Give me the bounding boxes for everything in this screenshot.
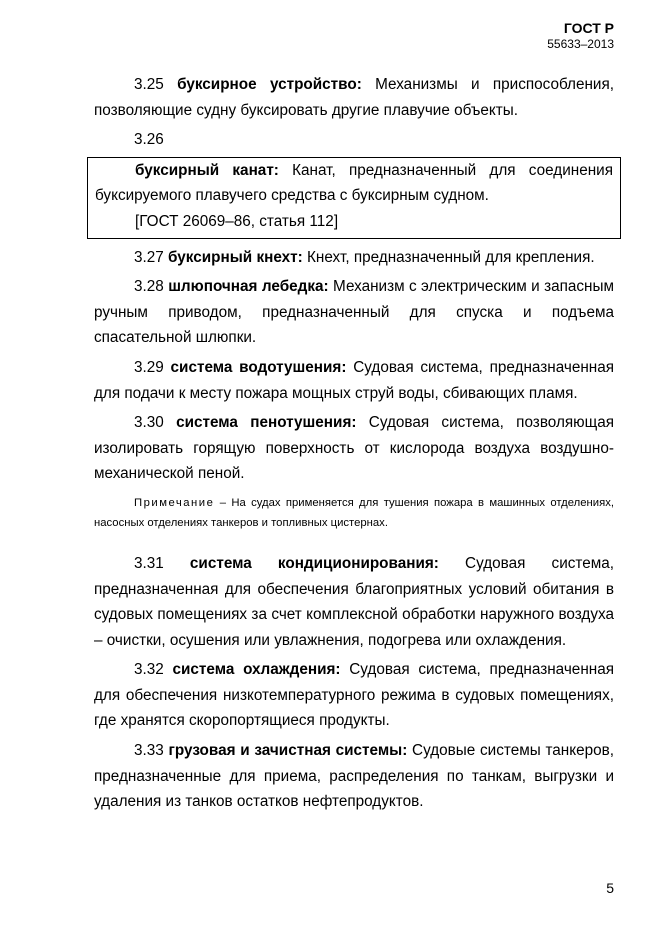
entry-definition: Канат, предназначенный для соединения буксируемого плавучего средства с буксирным судном. bbox=[95, 161, 613, 205]
entry-term: система водотушения: bbox=[170, 358, 347, 376]
entry-3-31 bbox=[94, 551, 614, 653]
definition-source: [ГОСТ 26069–86, статья 112] bbox=[135, 212, 339, 230]
entry-term: буксирный кнехт: bbox=[168, 248, 303, 266]
entry-definition: Судовые системы танкеров, предназначенные для приема, распределения по танкам, выгрузки и удаления из танков остатков нефтепродуктов. bbox=[94, 742, 615, 811]
note bbox=[94, 493, 614, 533]
note-text: – На судах применяется для тушения пожара в машинных отделениях, насосных отделениях танкеров и топливных цистернах. bbox=[94, 496, 614, 529]
entry-number: 3.28 bbox=[134, 278, 164, 296]
entry-number: 3.33 bbox=[134, 742, 164, 760]
entry-3-30 bbox=[94, 410, 614, 487]
entry-number: 3.32 bbox=[134, 661, 164, 679]
entry-3-33 bbox=[94, 738, 614, 815]
quoted-definition-box bbox=[87, 157, 621, 239]
entry-term: система охлаждения: bbox=[172, 661, 341, 679]
entry-3-25 bbox=[94, 72, 614, 123]
entry-term: шлюпочная лебедка: bbox=[168, 278, 329, 296]
entry-definition: Кнехт, предназначенный для крепления. bbox=[307, 248, 595, 266]
standard-name: ГОСТ Р bbox=[563, 20, 614, 36]
entry-definition: Механизмы и приспособления, позволяющие судну буксировать другие плавучие объекты. bbox=[94, 76, 614, 119]
entry-definition: Механизм с электрическим и запасным ручным приводом, предназначенный для спуска и подъема спасательной шлюпки. bbox=[94, 278, 615, 347]
entry-3-26-number: 3.26 bbox=[134, 131, 164, 149]
entry-definition: Судовая система, предназначенная для обеспечения низкотемпературного режима в судовых помещениях, где хранятся скоропортящиеся продукты. bbox=[94, 661, 615, 730]
entry-3-28 bbox=[94, 274, 614, 351]
entry-term: система пенотушения: bbox=[176, 414, 357, 432]
entry-number: 3.30 bbox=[134, 414, 164, 432]
entry-number: 3.25 bbox=[134, 76, 164, 93]
document-body bbox=[94, 72, 614, 819]
entry-definition: Судовая система, позволяющая изолировать горящую поверхность от кислорода воздуха воздушно-механической пеной. bbox=[94, 414, 614, 483]
entry-term: буксирный канат: bbox=[135, 161, 279, 179]
entry-3-27 bbox=[94, 245, 614, 271]
entry-number: 3.29 bbox=[134, 358, 164, 376]
entry-number: 3.31 bbox=[134, 554, 164, 572]
entry-3-29 bbox=[94, 355, 614, 406]
entry-definition: Судовая система, предназначенная для обеспечения благоприятных условий обитания в судовых помещениях за счет комплексной обработки наружного воздуха – очистки, осушения или увлажнения, подогрева или охлаждения. bbox=[94, 554, 615, 649]
page-number: 5 bbox=[606, 880, 614, 896]
entry-3-26 bbox=[95, 158, 613, 209]
note-label: Примечание bbox=[134, 496, 215, 509]
standard-number: 55633–2013 bbox=[547, 37, 614, 51]
entry-term: система кондиционирования: bbox=[189, 554, 439, 572]
entry-term: грузовая и зачистная системы: bbox=[168, 742, 408, 760]
page-header bbox=[547, 20, 614, 52]
entry-number: 3.27 bbox=[134, 248, 164, 266]
entry-term: буксирное устройство: bbox=[177, 76, 362, 93]
entry-3-32 bbox=[94, 657, 614, 734]
entry-definition: Судовая система, предназначенная для подачи к месту пожара мощных струй воды, сбивающих пламя. bbox=[94, 358, 615, 402]
